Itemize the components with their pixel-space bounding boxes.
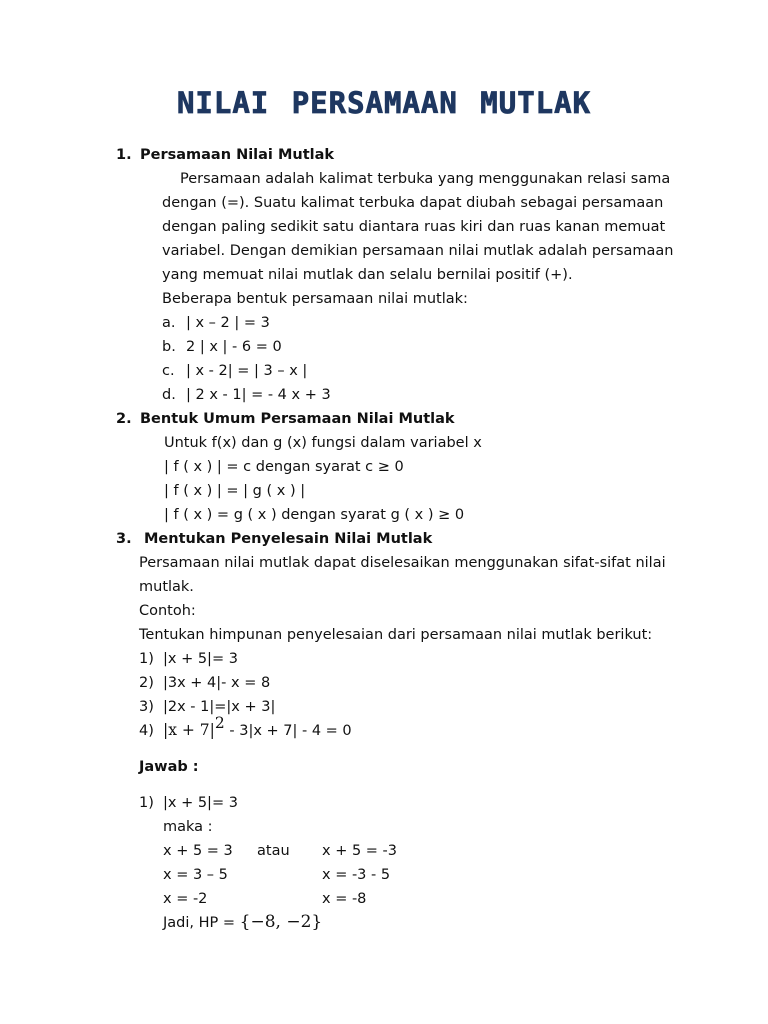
answer-maka: maka :	[163, 819, 213, 835]
answer-jadi: Jadi, HP =	[163, 915, 240, 931]
example-label: Contoh:	[139, 603, 196, 619]
general-form-3: | f ( x ) = g ( x ) dengan syarat g ( x ) ≥ 0	[164, 507, 465, 523]
answer-atau: atau	[257, 843, 290, 859]
section-2-intro: Untuk f(x) dan g (x) fungsi dalam variabel x	[164, 435, 482, 451]
section-2-number: 2.	[116, 411, 132, 427]
section-1-number: 1.	[116, 147, 132, 163]
answer-right-step: x + 5 = -3	[322, 843, 397, 859]
answer-conclusion	[163, 912, 322, 933]
section-1-paragraph-line: dengan paling sedikit satu diantara ruas kiri dan ruas kanan memuat	[162, 219, 666, 235]
example-instruction: Tentukan himpunan penyelesaian dari persamaan nilai mutlak berikut:	[139, 627, 653, 643]
answer-left-step: x + 5 = 3	[163, 843, 233, 859]
list-item-label: a.	[162, 315, 176, 331]
general-form-2: | f ( x ) | = | g ( x ) |	[164, 483, 306, 499]
list-item-label: c.	[162, 363, 175, 379]
problem-label: 3)	[139, 699, 154, 715]
answer-left-step: x = -2	[163, 891, 208, 907]
list-item-equation: | 2 x - 1| = - 4 x + 3	[186, 387, 331, 403]
answer-left-step: x = 3 – 5	[163, 867, 228, 883]
answer-right-step: x = -8	[322, 891, 367, 907]
list-item-equation: | x - 2| = | 3 – x |	[186, 363, 308, 379]
section-1-paragraph-line: yang memuat nilai mutlak dan selalu bernilai positif (+).	[162, 267, 573, 283]
problem-equation: |2x - 1|=|x + 3|	[163, 699, 276, 715]
answer-right-step: x = -3 - 5	[322, 867, 391, 883]
problem-equation: |x + 5|= 3	[163, 651, 238, 667]
problem-4-rest: - 3|x + 7| - 4 = 0	[224, 723, 352, 739]
problem-label: 1)	[139, 651, 154, 667]
section-3-heading: Mentukan Penyelesain Nilai Mutlak	[144, 531, 433, 547]
list-item-label: b.	[162, 339, 176, 355]
problem-4-exponent: 2	[214, 714, 225, 732]
list-item-equation: | x – 2 | = 3	[186, 315, 270, 331]
problem-equation-4	[163, 714, 352, 741]
list-item-equation: 2 | x | - 6 = 0	[186, 339, 282, 355]
section-1-paragraph-line: dengan (=). Suatu kalimat terbuka dapat diubah sebagai persamaan	[162, 195, 664, 211]
problem-equation: |3x + 4|- x = 8	[163, 675, 271, 691]
problem-4-math: |x + 7|	[163, 721, 215, 739]
answer-solution-set: {−8, −2}	[239, 912, 323, 932]
list-item-label: d.	[162, 387, 176, 403]
answer-label: 1)	[139, 795, 154, 811]
page-title: NILAI PERSAMAAN MUTLAK	[176, 86, 592, 120]
section-3-paragraph-line: mutlak.	[139, 579, 194, 595]
general-form-1: | f ( x ) | = c dengan syarat c ≥ 0	[164, 459, 404, 475]
problem-label: 2)	[139, 675, 154, 691]
problem-label: 4)	[139, 723, 154, 739]
section-1-heading: Persamaan Nilai Mutlak	[140, 147, 335, 163]
answer-heading: Jawab :	[139, 759, 199, 775]
section-1-paragraph-line: Persamaan adalah kalimat terbuka yang menggunakan relasi sama	[180, 171, 671, 187]
section-2-heading: Bentuk Umum Persamaan Nilai Mutlak	[140, 411, 455, 427]
answer-equation: |x + 5|= 3	[163, 795, 238, 811]
section-3-paragraph-line: Persamaan nilai mutlak dapat diselesaikan menggunakan sifat-sifat nilai	[139, 555, 666, 571]
section-1-paragraph-line: variabel. Dengan demikian persamaan nilai mutlak adalah persamaan	[162, 243, 674, 259]
section-3-number: 3.	[116, 531, 132, 547]
section-1-paragraph-line: Beberapa bentuk persamaan nilai mutlak:	[162, 291, 468, 307]
